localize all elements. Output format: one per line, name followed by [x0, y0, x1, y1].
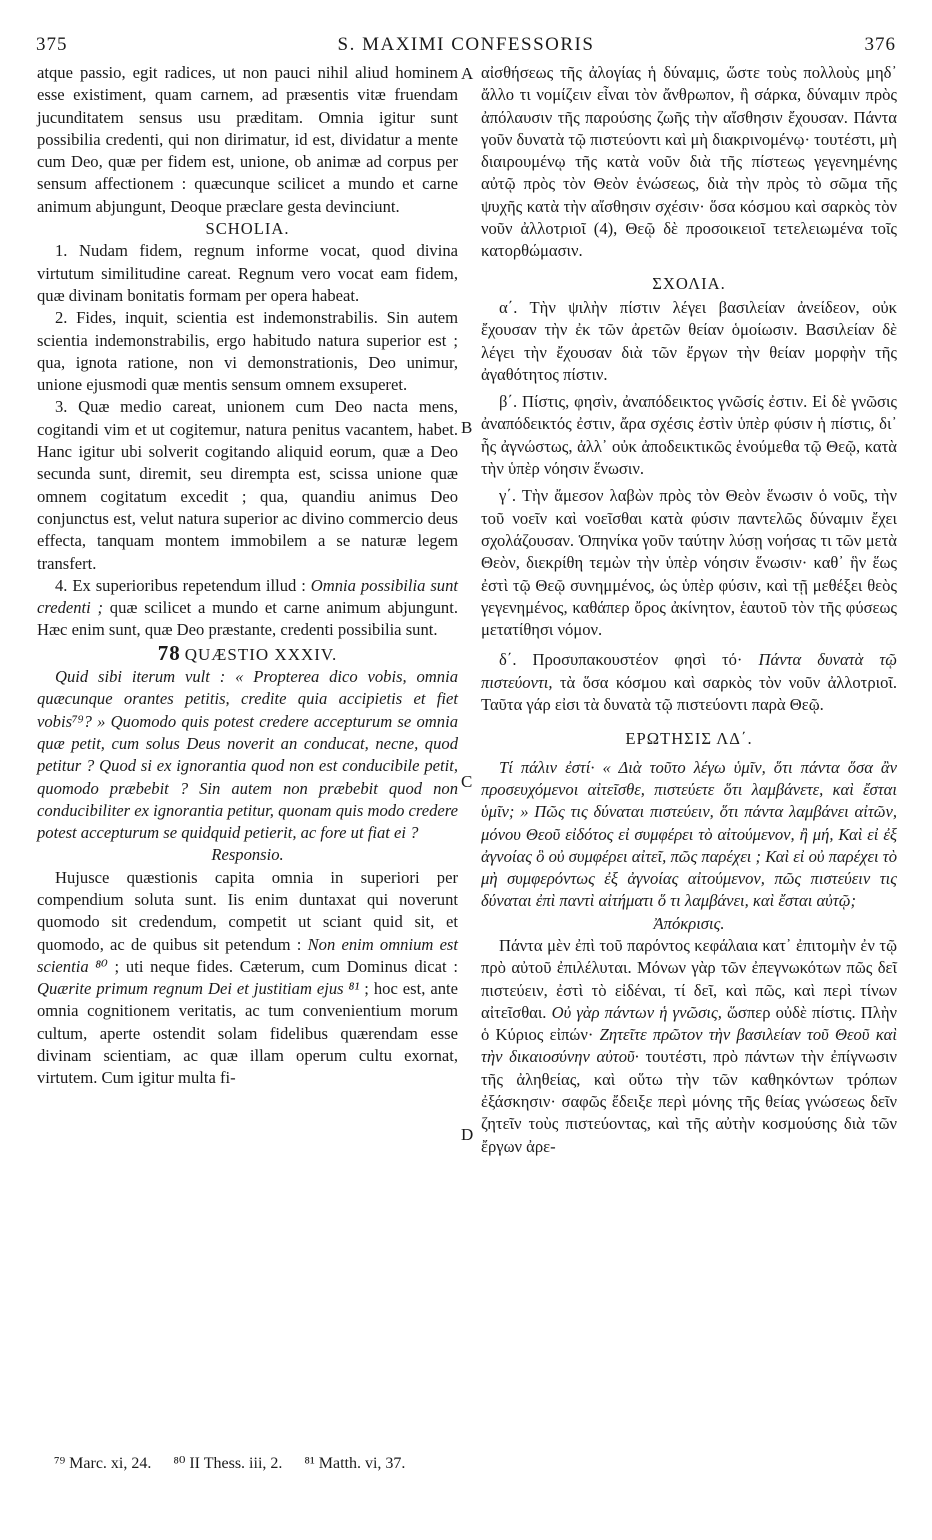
latin-resp-part-1: Hujusce quæstionis capita omnia in superiori per compendium soluta sunt. Iis enim duntaxat qui noverunt quomodo sit credendum, competit ut sciant quid sit, et quomodo, ac de quibus sit petendum : — [37, 867, 458, 954]
latin-column — [37, 62, 458, 1090]
latin-scholion-1: 1. Nudam fidem, regnum informe vocat, quod divina virtutum similitudine careat. Regnum vero vocat eam fidem, quæ divinam bonitatis formam per opera habeat. — [37, 241, 458, 305]
greek-resp-part-3: τουτέστι, πρὸ πάντων τὴν ἐπίγνωσιν τῆς ἀληθείας, καὶ οὕτω τὴν τῶν καθηκόντων τρόπων ἐξάσκησιν· σαφῶς ἔδειξε περὶ μόνης τῆς θείας γνώσεως δεῖν ζητεῖν τοὺς πιστεύοντας, καὶ τῆς αὐτὴν κοσμούσης διὰ τῶν ἔργων ἀρε- — [481, 1047, 897, 1156]
greek-scholion-2: β΄. Πίστις, φησὶν, ἀναπόδεικτος γνῶσίς ἐστιν. Εἰ δὲ γνῶσις ἀναπόδεικτός ἐστιν, ἄρα σχέσις ἐστὶν ὑπὲρ φύσιν ἡ πίστις, δι᾽ ἧς ἀγνώστως, ἀλλ᾽ οὐκ ἀποδεικτικῶς ἑνούμεθα τῷ Θεῷ, κατὰ τὴν ὑπὲρ νόησιν ἕνωσιν. — [481, 392, 897, 479]
greek-intro: αἰσθήσεως τῆς ἀλογίας ἡ δύναμις, ὥστε τοὺς πολλοὺς μηδ᾽ ἄλλο τι νομίζειν εἶναι τὸν ἄνθρωπον, ἢ σάρκα, δύναμιν πρὸς ἀπόλαυσιν τῆς παρούσης ζωῆς τὴν αἴσθησιν ἔχουσαν. Πάντα γοῦν δυνατὰ τῷ πιστεύοντι καὶ μὴ διακρινομένῳ· τουτέστι, μὴ διαιρουμένῳ τῆς κατὰ νοῦν διὰ τῆς πίστεως γεγενημένης αὐτῷ πρὸς τὸν Θεὸν ἑνώσεως, διὰ τὴν πρὸς τὸ σῶμα τῆς ψυχῆς κατὰ τὴν αἴσθησιν σχέσιν· ὅσα κόσμου καὶ σαρκὸς τὸν νοῦν ἀλλοτριοῖ (4), Θεῷ δὲ προσοικειοῖ τετελειωμένα τοῖς κατορθώμασιν. — [481, 63, 897, 261]
latin-responsio-text — [37, 867, 458, 1090]
latin-resp-part-3: ; hoc est, ante omnia cognitionem veritatis, ac tum convenientium morum cultum, aperte ostendit solam fidelibus quærendam esse divinam scientiam, ac quæ illam operum cultu exornat, virtutem. Cum igitur multa fi- — [37, 979, 458, 1088]
latin-responsio-heading: Responsio. — [211, 845, 284, 865]
question-number: 78 — [157, 640, 181, 665]
latin-scholion-4-rest: quæ scilicet a mundo et carne animum abjungunt. Hæc enim sunt, quæ Deo præstante, credenti possibilia sunt. — [37, 598, 458, 640]
latin-resp-quote-2: Quærite primum regnum Dei et justitiam ejus ⁸¹ — [37, 979, 360, 999]
latin-question-text: Quid sibi iterum vult : « Propterea dico vobis, omnia quæcunque orantes petitis, credite quia accipietis et fiet vobis⁷⁹? » Quomodo quis potest credere accepturum se omnia quæ petit, cum solus Deus noverit an conducat, necne, quod petitur ? Quod si ex ignorantia quod non est conducibile petit, quomodo præbebit ? Sin autem non præbebit quod non conducibiliter ex ignorantia petitur, quonam quis modo credere potest accepturum se quidquid petierit, ac fore ut fiat ei ? — [37, 667, 458, 843]
latin-scholion-4 — [37, 575, 458, 642]
running-title: S. MAXIMI CONFESSORIS — [337, 34, 595, 55]
latin-scholion-4-quote: Omnia possibilia sunt credenti ; — [37, 575, 458, 618]
greek-scholion-4-quote: Πάντα δυνατὰ τῷ πιστεύοντι, — [481, 650, 897, 692]
greek-responsio-heading: Ἀπόκρισις. — [653, 913, 725, 933]
footnote-80: ⁸⁰ II Thess. iii, 2. — [173, 1455, 283, 1472]
footnote-79: ⁷⁹ Marc. xi, 24. — [54, 1455, 152, 1472]
latin-scholion-2: 2. Fides, inquit, scientia est indemonstrabilis. Sin autem scientia indemonstrabilis, ergo habitudo natura superior est ; qua, ignota ratione, non vi demonstrationis, Deo unimur, unione ejusmodi quæ mentis sensum omnem exsuperet. — [37, 308, 458, 395]
footnotes — [54, 1453, 423, 1473]
greek-scholion-3: γ΄. Τὴν ἄμεσον λαβὼν πρὸς τὸν Θεὸν ἕνωσιν ὁ νοῦς, τὴν τοῦ νοεῖν καὶ νοεῖσθαι κατὰ φύσιν παντελῶς δύναμιν ἔχει σχολάζουσαν. Ὁπηνίκα γοῦν ταύτην λύσῃ νοήσας τι τῶν μετὰ Θεὸν, διεκρίθη τεμὼν τὴν ὑπὲρ νόησιν ἕνωσιν· καθ᾽ ἣν ἕως ἐστὶ τῷ Θεῷ συνημμένος, ὡς ὑπὲρ φύσιν, καὶ τῇ μεθέξει θεὸς γεγενημένος, καθάπερ ὄρος ἀκίνητον, ἑαυτοῦ τὸν τῆς φύσεως μετατίθησι νόμον. — [481, 486, 897, 640]
margin-marker-a: A — [461, 64, 474, 83]
latin-scholion-4-text: 4. Ex superioribus repetendum illud : — [55, 575, 311, 595]
running-header — [36, 34, 896, 62]
greek-resp-quote-1: Οὐ γὰρ πάντων ἡ γνῶσις, — [551, 1002, 722, 1022]
margin-marker-d: D — [461, 1125, 474, 1144]
margin-marker-b: B — [461, 418, 473, 437]
greek-resp-quote-2: Ζητεῖτε πρῶτον τὴν βασιλείαν τοῦ Θεοῦ καὶ τὴν δικαιοσύνην αὐτοῦ· — [481, 1025, 897, 1067]
greek-scholion-4-rest: τὰ ὅσα κόσμου καὶ σαρκὸς τὸν νοῦν ἀλλοτριοῖ. Ταῦτα γάρ εἰσι τὰ δυνατὰ τῷ πιστεύοντι παρὰ Θεῷ. — [481, 672, 897, 715]
greek-scholion-4-text: δ΄. Προσυπακουστέον φησὶ τό· — [499, 650, 759, 670]
margin-marker-c: C — [461, 772, 473, 791]
page-number-right: 376 — [864, 34, 896, 55]
footnote-81: ⁸¹ Matth. vi, 37. — [304, 1455, 406, 1472]
greek-question-heading: ΕΡΩΤΗΣΙΣ ΛΔ΄. — [625, 729, 753, 749]
latin-resp-part-2: ; uti neque fides. Cæterum, cum Dominus dicat : — [107, 956, 458, 976]
latin-intro: atque passio, egit radices, ut non pauci nihil aliud hominem esse existiment, quam carnem, ad præsentis vitæ fruendam jucunditatem sensus usu præditam. Omnia igitur sunt possibilia credenti, qui non dirimatur, id est, dividatur a mente cum Deo, quæ per fidem est, unione, ob animæ ad corpus per sensum affectionem : quæcunque scilicet a mundo et carne animum abjungunt, Deoque præclare gesta devinciunt. — [37, 63, 458, 216]
greek-resp-part-2: ὥσπερ οὐδὲ πίστις. Πλὴν ὁ Κύριος εἰπών· — [481, 1002, 898, 1045]
greek-column — [481, 62, 897, 1158]
latin-resp-quote-1: Non enim omnium est scientia ⁸⁰ — [37, 934, 459, 976]
page-number-left: 375 — [36, 34, 68, 55]
greek-scholia-heading: ΣΧΟΛΙΑ. — [652, 273, 726, 293]
latin-question-heading — [37, 642, 458, 666]
greek-scholion-1: α΄. Τὴν ψιλὴν πίστιν λέγει βασιλείαν ἀνείδεον, οὐκ ἔχουσαν τὴν ἐκ τῶν ἀρετῶν θείαν ὁμοίωσιν. Βασιλείαν δὲ λέγει τὴν ἔχουσαν διὰ τῶν ἔργων τὴν θείαν μορφὴν τῆς ἀγαθότητος πίστιν. — [481, 297, 897, 384]
greek-responsio-text — [481, 935, 897, 1158]
greek-scholion-4 — [481, 649, 897, 716]
greek-question-text: Τί πάλιν ἐστί· « Διὰ τοῦτο λέγω ὑμῖν, ὅτι πάντα ὅσα ἂν προσευχόμενοι αἰτεῖσθε, πιστεύετε ὅτι λαμβάνετε, καὶ ἔσται ὑμῖν; » Πῶς τις δύναται πιστεύειν, ὅτι πάντα λαμβάνει αἰτῶν, μόνου Θεοῦ εἰδότος εἰ συμφέρει τὸ αἰτούμενον, ἢ μή, Καὶ εἰ ἐξ ἀγνοίας ὃ οὐ συμφέρει αἰτεῖ, πῶς παρέχει ; Καὶ εἰ οὐ παρέχει τὸ μὴ συμφερόντως ἐξ ἀγνοίας αἰτούμενον, πῶς πιστεύειν τις δύναται ἐπὶ παντὶ αἰτήματι ὅ τι λαμβάνει, καὶ ἔσται αὐτῷ; — [481, 757, 897, 911]
latin-scholia-heading: SCHOLIA. — [205, 219, 290, 239]
greek-resp-part-1: Πάντα μὲν ἐπὶ τοῦ παρόντος κεφάλαια κατ᾽ ἐπιτομὴν ἐν τῷ πρὸ αὐτοῦ ἐπιλέλυται. Μόνων γὰρ τῶν ἐπεγνωκότων πῶς δεῖ πιστεύειν, ἐστὶ τὸ εἰδέναι, τί δεῖ, καὶ πῶς, καὶ περὶ τίνων αἰτεῖσθαι. — [481, 935, 897, 1022]
latin-scholion-3: 3. Quæ medio careat, unionem cum Deo nacta mens, cogitandi vim et ut cogitemur, natura penitus vacantem, habet. Hanc igitur ubi solverit cogitando aliquid eorum, quæ a Deo secunda sunt, diremit, seu dirempta est, scissa unione quæ omnem cogitatum excedit ; qua, quandiu animus Deo conjunctus est, velut natura superior ac divino commercio deus effecta, tanquam montem immobilem a se naturæ legem transfert. — [37, 397, 458, 573]
latin-question-title: QUÆSTIO XXXIV. — [184, 644, 338, 664]
